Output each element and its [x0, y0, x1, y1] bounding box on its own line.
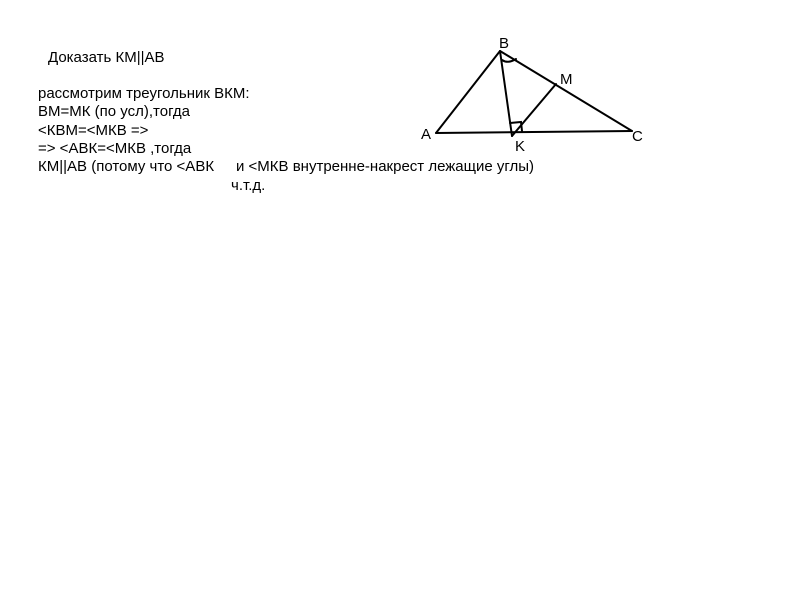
label-k: K [515, 138, 526, 155]
label-c: C [632, 128, 643, 145]
segment-ab [436, 51, 500, 133]
proof-line-5: КМ||АВ (потому что <АВК [38, 158, 215, 175]
label-b: B [499, 35, 510, 52]
proof-line-5-continuation: и <МКВ внутренне-накрест лежащие углы) [236, 158, 535, 175]
segment-km [512, 84, 556, 136]
angle-mark-b [502, 59, 516, 62]
proof-line-2: ВМ=МК (по усл),тогда [38, 103, 190, 120]
proof-conclusion: ч.т.д. [231, 177, 266, 194]
proof-line-1: рассмотрим треугольник ВКМ: [38, 85, 250, 102]
proof-line-4: => <АВК=<МКВ ,тогда [38, 140, 192, 157]
proof-line-3: <КВМ=<МКВ => [38, 122, 149, 139]
label-m: M [560, 71, 573, 88]
label-a: A [421, 126, 432, 143]
segment-bc [500, 51, 632, 131]
problem-title: Доказать КМ||АВ [48, 49, 165, 66]
segment-ac [436, 131, 632, 133]
